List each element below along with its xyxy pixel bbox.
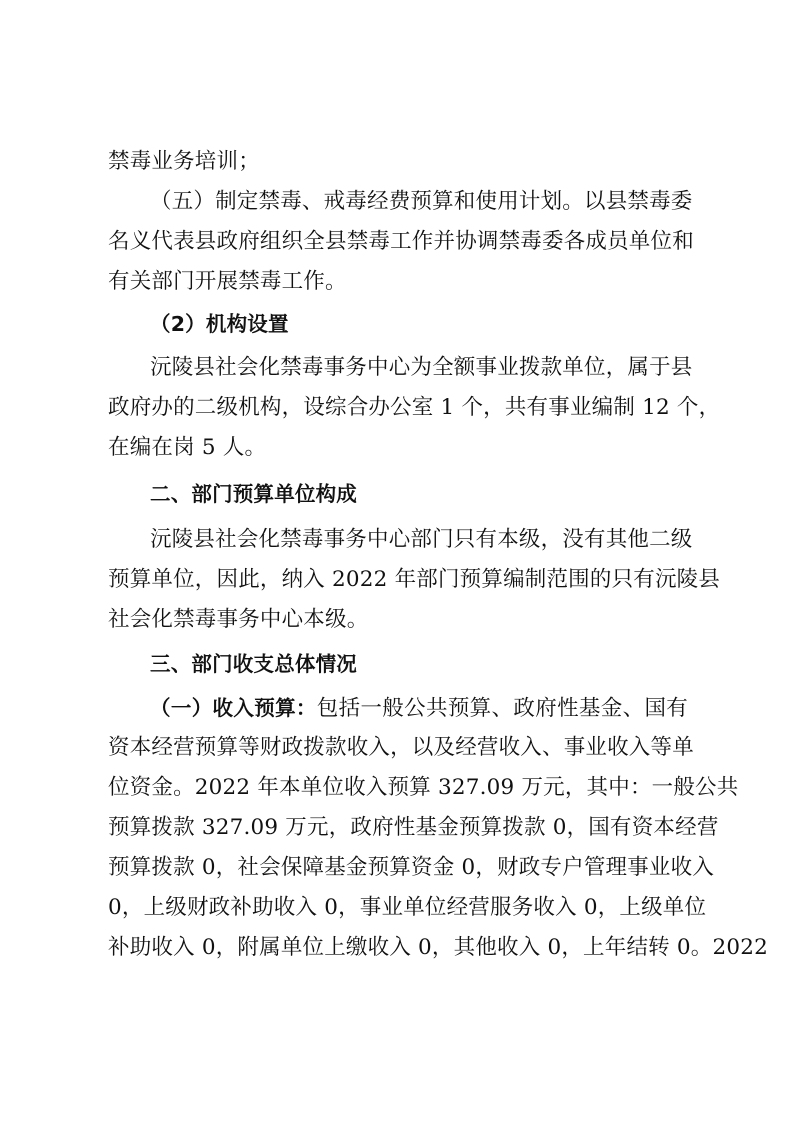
paragraph-line: 预算单位，因此，纳入 2022 年部门预算编制范围的只有沅陵县 bbox=[108, 567, 721, 592]
paragraph-line: 预算拨款 0，社会保障基金预算资金 0，财政专户管理事业收入 bbox=[108, 855, 715, 880]
subheading-label: （一）收入预算： bbox=[150, 696, 317, 720]
paragraph-line: 预算拨款 327.09 万元，政府性基金预算拨款 0，国有资本经营 bbox=[108, 815, 719, 840]
paragraph-text: 包括一般公共预算、政府性基金、国有 bbox=[316, 696, 688, 721]
paragraph-line: 0，上级财政补助收入 0，事业单位经营服务收入 0，上级单位 bbox=[108, 895, 707, 920]
paragraph-line: 位资金。2022 年本单位收入预算 327.09 万元，其中：一般公共 bbox=[108, 775, 739, 800]
section-heading: （2）机构设置 bbox=[150, 312, 289, 336]
section-heading: 三、部门收支总体情况 bbox=[150, 652, 357, 676]
paragraph-line: 在编在岗 5 人。 bbox=[108, 435, 267, 460]
paragraph-line: 名义代表县政府组织全县禁毒工作并协调禁毒委各成员单位和 bbox=[108, 229, 694, 254]
paragraph-line: 沅陵县社会化禁毒事务中心为全额事业拨款单位，属于县 bbox=[150, 355, 693, 380]
paragraph-line: 禁毒业务培训； bbox=[108, 149, 260, 174]
paragraph-line: 资本经营预算等财政拨款收入，以及经营收入、事业收入等单 bbox=[108, 735, 694, 760]
paragraph-line: 社会化禁毒事务中心本级。 bbox=[108, 607, 369, 632]
paragraph-line: 补助收入 0，附属单位上缴收入 0，其他收入 0，上年结转 0。2022 bbox=[108, 935, 768, 960]
paragraph-line: 政府办的二级机构，设综合办公室 1 个，共有事业编制 12 个， bbox=[108, 395, 721, 420]
paragraph-line: 沅陵县社会化禁毒事务中心部门只有本级，没有其他二级 bbox=[150, 527, 693, 552]
paragraph-line: 有关部门开展禁毒工作。 bbox=[108, 269, 347, 294]
paragraph-line: （五）制定禁毒、戒毒经费预算和使用计划。以县禁毒委 bbox=[150, 189, 693, 214]
paragraph-line bbox=[150, 688, 688, 728]
section-heading: 二、部门预算单位构成 bbox=[150, 482, 357, 506]
